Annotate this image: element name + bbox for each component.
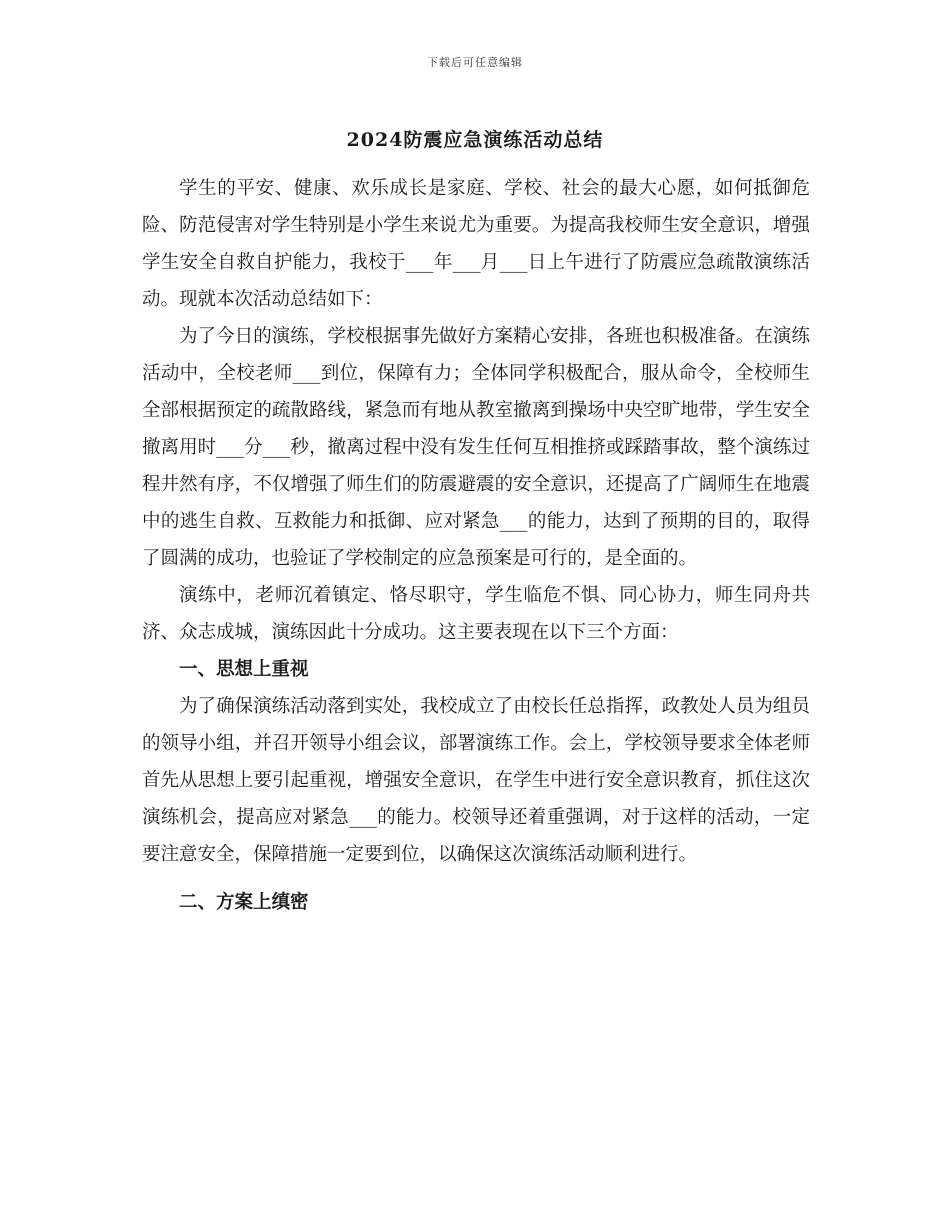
section-1-paragraph: 为了确保演练活动落到实处，我校成立了由校长任总指挥，政教处人员为组员的领导小组，并召开领导小组会议，部署演练工作。会上，学校领导要求全体老师首先从思想上要引起重视，增强安全意识，在学生中进行安全意识教育，抓住这次演练机会，提高应对紧急___的能力。校领导还着重强调，对于这样的活动，一定要注意安全，保障措施一定要到位，以确保这次演练活动顺利进行。 xyxy=(142,696,810,865)
document-title: 2024防震应急演练活动总结 xyxy=(346,129,604,151)
intro-paragraph: 学生的平安、健康、欢乐成长是家庭、学校、社会的最大心愿，如何抵御危险、防范侵害对学生特别是小学生来说尤为重要。为提高我校师生安全意识，增强学生安全自救自护能力，我校于___年___月___日上午进行了防震应急疏散演练活动。现就本次活动总结如下： xyxy=(142,178,810,310)
drill-summary-paragraph: 为了今日的演练，学校根据事先做好方案精心安排，各班也积极准备。在演练活动中，全校老师___到位，保障有力；全体同学积极配合，服从命令，全校师生全部根据预定的疏散路线，紧急而有地从教室撤离到操场中央空旷地带，学生安全撤离用时___分___秒，撤离过程中没有发生任何互相推挤或踩踏事故，整个演练过程井然有序，不仅增强了师生们的防震避震的安全意识，还提高了广阔师生在地震中的逃生自救、互救能力和抵御、应对紧急___的能力，达到了预期的目的，取得了圆满的成功，也验证了学校制定的应急预案是可行的，是全面的。 xyxy=(142,326,810,569)
section-heading-2: 二、方案上缜密 xyxy=(179,892,309,913)
section-heading-1: 一、思想上重视 xyxy=(179,659,309,680)
performance-paragraph: 演练中，老师沉着镇定、恪尽职守，学生临危不惧、同心协力，师生同舟共济、众志成城，演练因此十分成功。这主要表现在以下三个方面： xyxy=(142,585,810,643)
document-body xyxy=(142,170,810,921)
page-header-note: 下载后可任意编辑 xyxy=(427,56,523,69)
